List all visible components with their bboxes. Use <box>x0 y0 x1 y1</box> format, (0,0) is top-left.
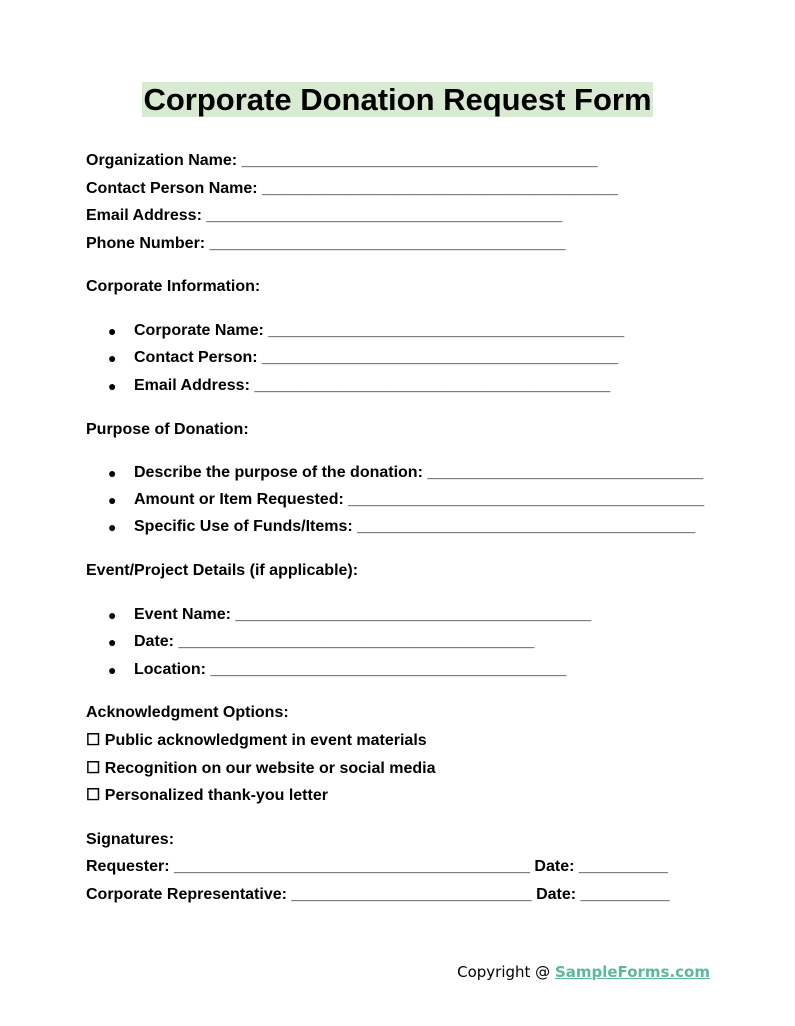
public-acknowledgment-checkbox[interactable]: ☐ Public acknowledgment in event materials <box>86 732 427 749</box>
contact-person-field[interactable]: Contact Person: ________________________________________ <box>134 349 618 366</box>
corporate-representative-signature-field[interactable]: Corporate Representative: ___________________________ Date: __________ <box>86 886 670 903</box>
event-date-field[interactable]: Date: ________________________________________ <box>134 633 535 650</box>
corporate-name-field[interactable]: Corporate Name: ________________________________________ <box>134 322 625 339</box>
event-location-field[interactable]: Location: ________________________________________ <box>134 661 567 678</box>
requester-signature-field[interactable]: Requester: ________________________________________ Date: __________ <box>86 858 668 875</box>
bullet-icon: ● <box>108 492 117 508</box>
event-name-field[interactable]: Event Name: ________________________________________ <box>134 606 592 623</box>
bullet-icon: ● <box>108 634 117 650</box>
corporate-information-heading: Corporate Information: <box>86 278 261 295</box>
organization-name-field[interactable]: Organization Name: ________________________________________ <box>86 152 598 169</box>
bullet-icon: ● <box>108 323 117 339</box>
thank-you-letter-checkbox[interactable]: ☐ Personalized thank-you letter <box>86 787 328 804</box>
copyright-text: Copyright @ <box>457 963 555 981</box>
specific-use-field[interactable]: Specific Use of Funds/Items: ______________________________________ <box>134 518 696 535</box>
brand-link[interactable]: SampleForms.com <box>554 963 710 981</box>
bullet-icon: ● <box>108 465 117 481</box>
bullet-icon: ● <box>108 378 117 394</box>
title-container <box>0 82 795 117</box>
signatures-heading: Signatures: <box>86 831 175 848</box>
event-details-heading: Event/Project Details (if applicable): <box>86 562 359 579</box>
purpose-heading: Purpose of Donation: <box>86 421 249 438</box>
website-recognition-checkbox[interactable]: ☐ Recognition on our website or social media <box>86 760 436 777</box>
page-title: Corporate Donation Request Form <box>143 82 652 117</box>
bullet-icon: ● <box>108 350 117 366</box>
amount-requested-field[interactable]: Amount or Item Requested: ________________________________________ <box>134 491 705 508</box>
bullet-icon: ● <box>108 519 117 535</box>
phone-number-field[interactable]: Phone Number: ________________________________________ <box>86 235 566 252</box>
acknowledgment-heading: Acknowledgment Options: <box>86 704 289 721</box>
bullet-icon: ● <box>108 662 117 678</box>
donation-purpose-field[interactable]: Describe the purpose of the donation: _______________________________ <box>134 464 704 481</box>
bullet-icon: ● <box>108 607 117 623</box>
contact-person-name-field[interactable]: Contact Person Name: ________________________________________ <box>86 180 618 197</box>
footer <box>457 963 710 981</box>
corporate-email-field[interactable]: Email Address: ________________________________________ <box>134 377 611 394</box>
email-address-field[interactable]: Email Address: ________________________________________ <box>86 207 563 224</box>
